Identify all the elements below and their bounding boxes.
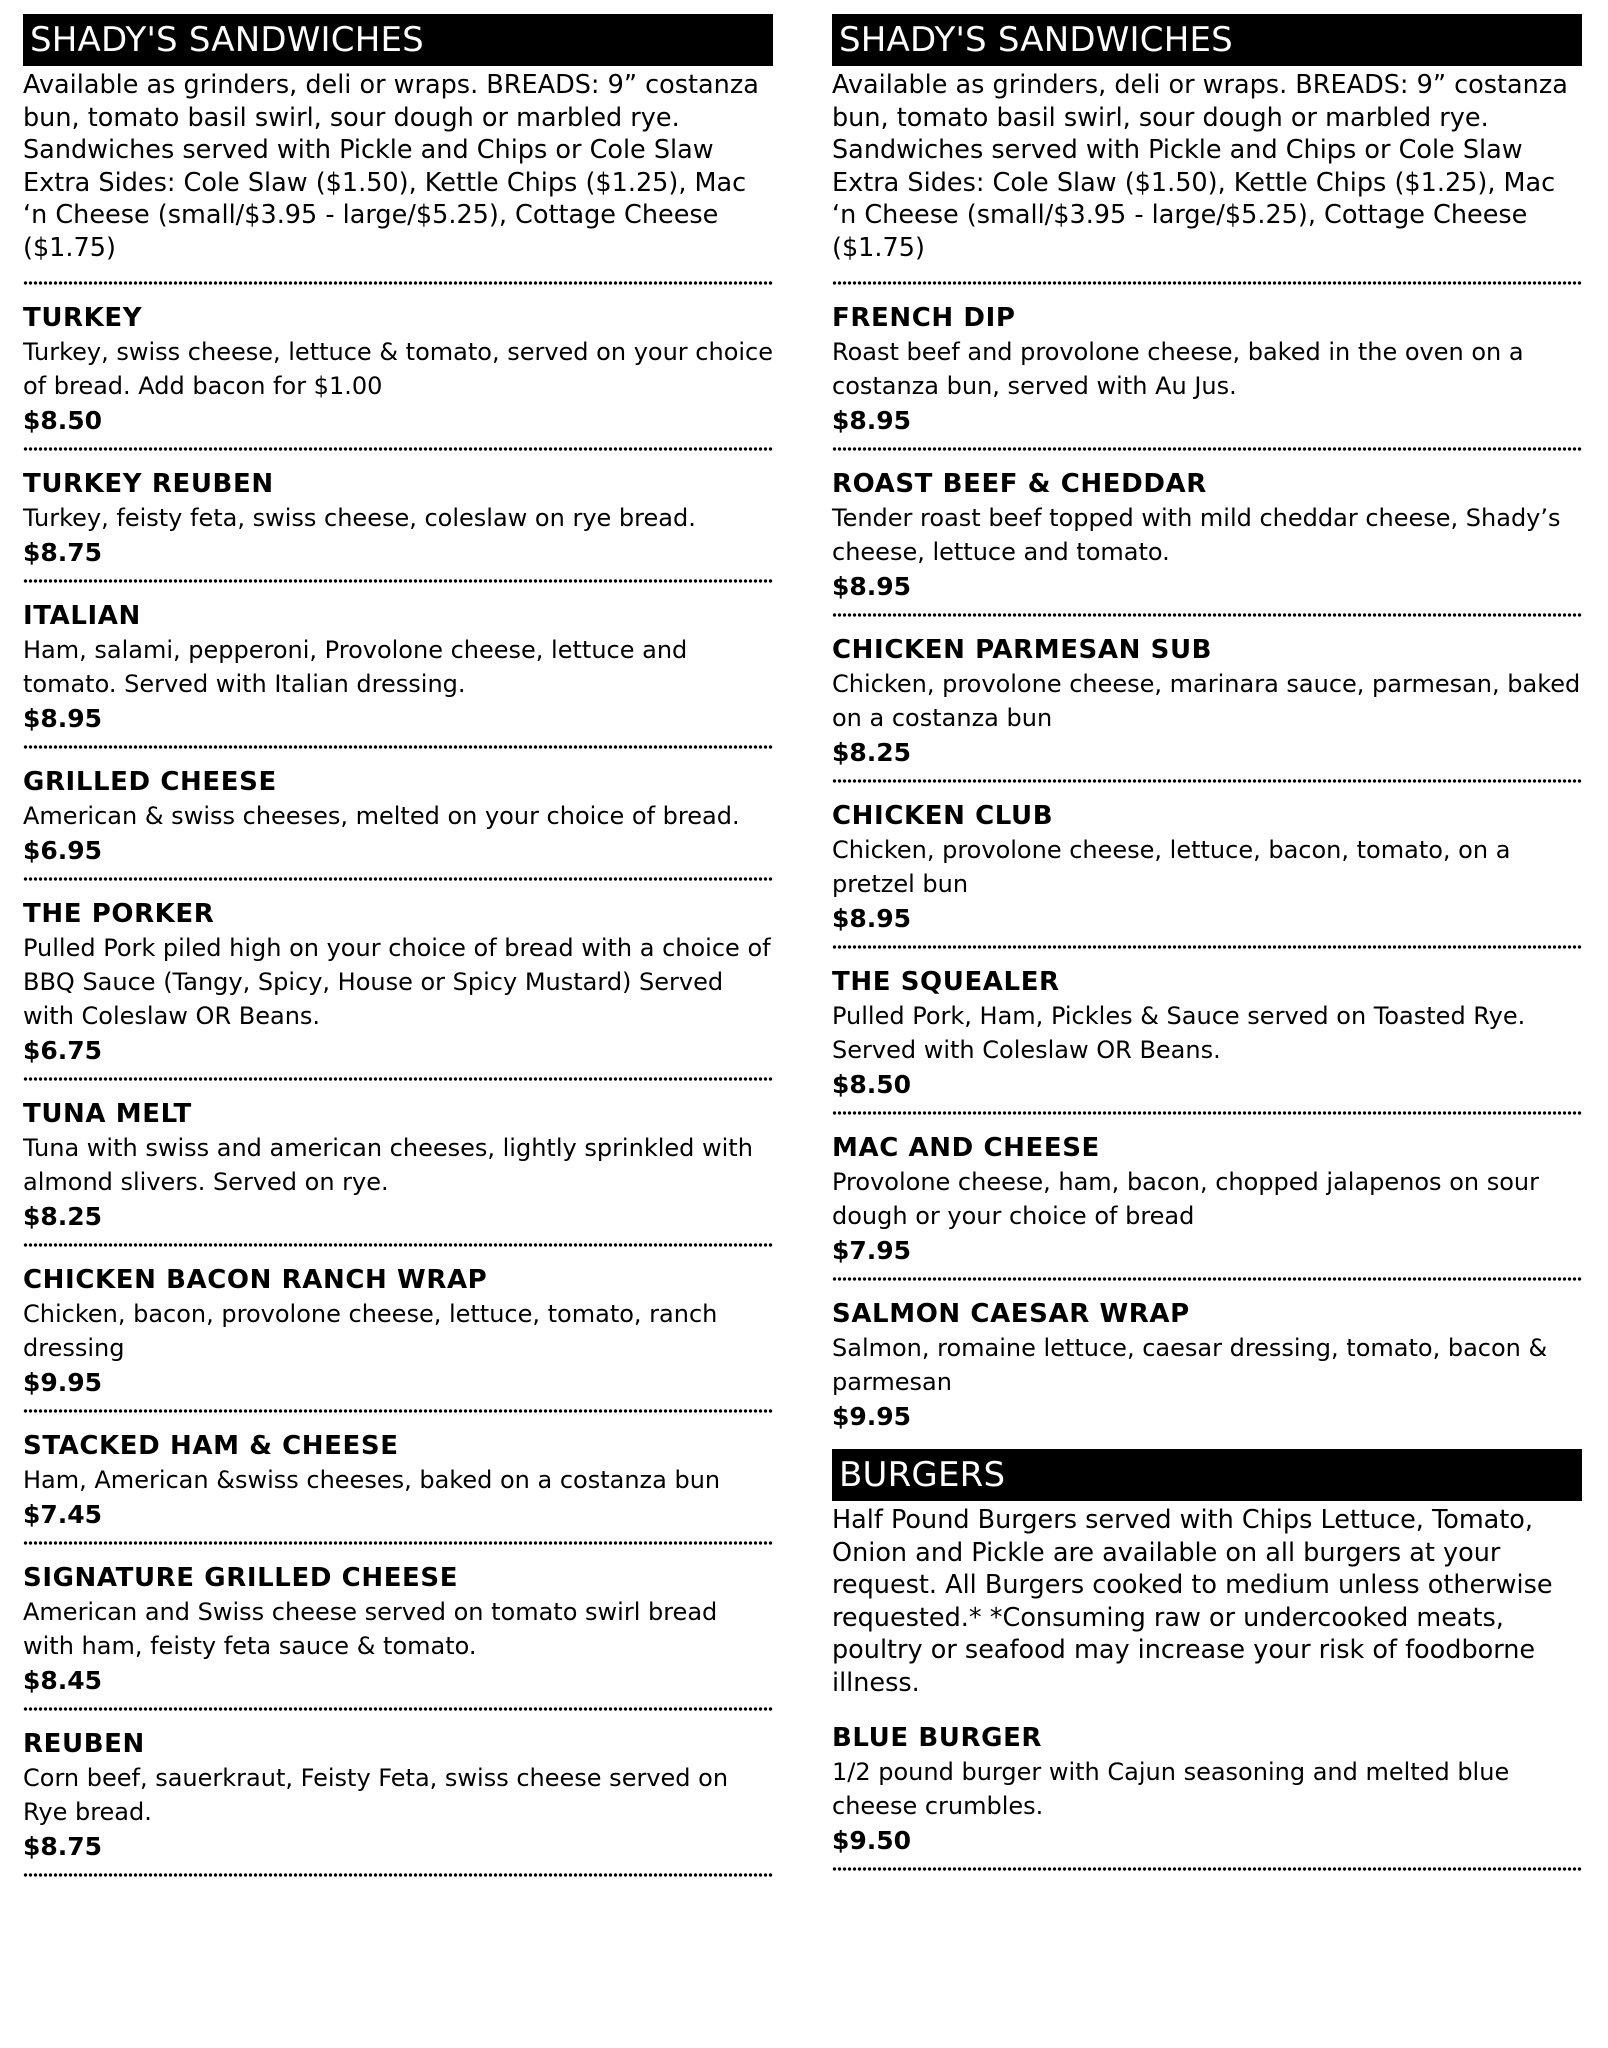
item-price: $8.95 (832, 904, 912, 933)
item-description: Pulled Pork piled high on your choice of bread with a choice of BBQ Sauce (Tangy, Spicy, House or Spicy Mustard) Served with Coleslaw OR Beans. (23, 934, 771, 1030)
dotted-divider (832, 779, 1582, 783)
item-description: American and Swiss cheese served on tomato swirl bread with ham, feisty feta sauce & tomato. (23, 1598, 718, 1660)
right-column (832, 14, 1582, 1887)
menu-item-signature-grilled-cheese (23, 1561, 773, 1699)
dotted-divider (23, 745, 773, 749)
menu-item-grilled-cheese (23, 765, 773, 869)
item-price: $9.95 (23, 1368, 103, 1397)
menu-item-mac-and-cheese (832, 1131, 1582, 1269)
dotted-divider (23, 1541, 773, 1545)
dotted-divider (23, 1243, 773, 1247)
dotted-divider (832, 1277, 1582, 1281)
item-description: Tender roast beef topped with mild cheddar cheese, Shady’s cheese, lettuce and tomato. (832, 504, 1561, 566)
menu-item-stacked-ham-cheese (23, 1429, 773, 1533)
menu-item-blue-burger (832, 1721, 1582, 1859)
menu-item-chicken-club (832, 799, 1582, 937)
section-header-sandwiches: SHADY'S SANDWICHES (832, 14, 1582, 66)
dotted-divider (832, 1867, 1582, 1871)
dotted-divider (23, 1077, 773, 1081)
item-description: Salmon, romaine lettuce, caesar dressing, tomato, bacon & parmesan (832, 1334, 1548, 1396)
item-price: $6.95 (23, 836, 103, 865)
item-price: $8.25 (832, 738, 912, 767)
item-name: THE PORKER (23, 899, 215, 929)
dotted-divider (832, 945, 1582, 949)
item-description: American & swiss cheeses, melted on your choice of bread. (23, 802, 740, 830)
item-name: SALMON CAESAR WRAP (832, 1299, 1190, 1329)
item-description: 1/2 pound burger with Cajun seasoning and melted blue cheese crumbles. (832, 1758, 1510, 1820)
item-description: Pulled Pork, Ham, Pickles & Sauce served on Toasted Rye. Served with Coleslaw OR Beans. (832, 1002, 1526, 1064)
menu-item-turkey-reuben (23, 467, 773, 571)
item-description: Chicken, provolone cheese, lettuce, bacon, tomato, on a pretzel bun (832, 836, 1511, 898)
section-intro-burgers: Half Pound Burgers served with Chips Lettuce, Tomato, Onion and Pickle are available on all burgers at your request. All Burgers cooked to medium unless otherwise requested.* *Consuming raw or undercooked meats, poultry or seafood may increase your risk of foodborne illness. (832, 1505, 1553, 1698)
item-name: TURKEY REUBEN (23, 469, 274, 499)
item-price: $8.75 (23, 538, 103, 567)
menu-item-italian (23, 599, 773, 737)
item-name: CHICKEN BACON RANCH WRAP (23, 1265, 488, 1295)
menu-item-salmon-caesar-wrap (832, 1297, 1582, 1435)
item-price: $9.95 (832, 1402, 912, 1431)
item-price: $8.75 (23, 1832, 103, 1861)
item-price: $7.95 (832, 1236, 912, 1265)
item-price: $8.50 (23, 406, 103, 435)
item-name: STACKED HAM & CHEESE (23, 1431, 399, 1461)
item-price: $8.95 (832, 406, 912, 435)
section-intro-sandwiches: Available as grinders, deli or wraps. BREADS: 9” costanza bun, tomato basil swirl, sour dough or marbled rye. Sandwiches served with Pickle and Chips or Cole Slaw Extra Sides: Cole Slaw ($1.50), Kettle Chips ($1.25), Mac ‘n Cheese (small/$3.95 - large/$5.25), Cottage Cheese ($1.75) (23, 70, 759, 263)
item-price: $6.75 (23, 1036, 103, 1065)
item-price: $7.45 (23, 1500, 103, 1529)
dotted-divider (23, 1409, 773, 1413)
item-description: Chicken, bacon, provolone cheese, lettuce, tomato, ranch dressing (23, 1300, 718, 1362)
item-price: $8.50 (832, 1070, 912, 1099)
dotted-divider (23, 281, 773, 285)
section-header-burgers: BURGERS (832, 1449, 1582, 1501)
menu-item-turkey (23, 301, 773, 439)
item-description: Turkey, feisty feta, swiss cheese, coleslaw on rye bread. (23, 504, 696, 532)
item-name: ROAST BEEF & CHEDDAR (832, 469, 1207, 499)
item-price: $8.25 (23, 1202, 103, 1231)
item-name: TURKEY (23, 303, 143, 333)
item-price: $8.95 (832, 572, 912, 601)
item-description: Ham, salami, pepperoni, Provolone cheese, lettuce and tomato. Served with Italian dressing. (23, 636, 688, 698)
item-description: Corn beef, sauerkraut, Feisty Feta, swiss cheese served on Rye bread. (23, 1764, 729, 1826)
dotted-divider (832, 613, 1582, 617)
section-header-sandwiches: SHADY'S SANDWICHES (23, 14, 773, 66)
item-description: Chicken, provolone cheese, marinara sauce, parmesan, baked on a costanza bun (832, 670, 1581, 732)
item-name: ITALIAN (23, 601, 141, 631)
item-name: GRILLED CHEESE (23, 767, 277, 797)
item-price: $8.95 (23, 704, 103, 733)
item-name: BLUE BURGER (832, 1723, 1043, 1753)
menu-item-chicken-parmesan-sub (832, 633, 1582, 771)
dotted-divider (832, 281, 1582, 285)
item-name: CHICKEN PARMESAN SUB (832, 635, 1213, 665)
menu-item-roast-beef-cheddar (832, 467, 1582, 605)
dotted-divider (23, 447, 773, 451)
menu-item-the-squealer (832, 965, 1582, 1103)
item-name: MAC AND CHEESE (832, 1133, 1100, 1163)
dotted-divider (23, 1873, 773, 1877)
item-name: FRENCH DIP (832, 303, 1016, 333)
menu-item-reuben (23, 1727, 773, 1865)
item-description: Turkey, swiss cheese, lettuce & tomato, served on your choice of bread. Add bacon for $1.00 (23, 338, 773, 400)
item-name: THE SQUEALER (832, 967, 1060, 997)
dotted-divider (832, 1111, 1582, 1115)
section-intro-sandwiches: Available as grinders, deli or wraps. BREADS: 9” costanza bun, tomato basil swirl, sour dough or marbled rye. Sandwiches served with Pickle and Chips or Cole Slaw Extra Sides: Cole Slaw ($1.50), Kettle Chips ($1.25), Mac ‘n Cheese (small/$3.95 - large/$5.25), Cottage Cheese ($1.75) (832, 70, 1568, 263)
menu-item-the-porker (23, 897, 773, 1069)
item-description: Ham, American &swiss cheeses, baked on a costanza bun (23, 1466, 721, 1494)
menu-item-french-dip (832, 301, 1582, 439)
item-description: Tuna with swiss and american cheeses, lightly sprinkled with almond slivers. Served on rye. (23, 1134, 753, 1196)
item-description: Roast beef and provolone cheese, baked in the oven on a costanza bun, served with Au Jus. (832, 338, 1524, 400)
dotted-divider (832, 447, 1582, 451)
item-description: Provolone cheese, ham, bacon, chopped jalapenos on sour dough or your choice of bread (832, 1168, 1539, 1230)
menu-item-chicken-bacon-ranch-wrap (23, 1263, 773, 1401)
dotted-divider (23, 877, 773, 881)
menu-item-tuna-melt (23, 1097, 773, 1235)
item-name: REUBEN (23, 1729, 145, 1759)
left-column (23, 14, 773, 1893)
item-name: CHICKEN CLUB (832, 801, 1054, 831)
dotted-divider (23, 579, 773, 583)
item-name: SIGNATURE GRILLED CHEESE (23, 1563, 459, 1593)
dotted-divider (23, 1707, 773, 1711)
item-price: $9.50 (832, 1826, 912, 1855)
item-price: $8.45 (23, 1666, 103, 1695)
item-name: TUNA MELT (23, 1099, 192, 1129)
